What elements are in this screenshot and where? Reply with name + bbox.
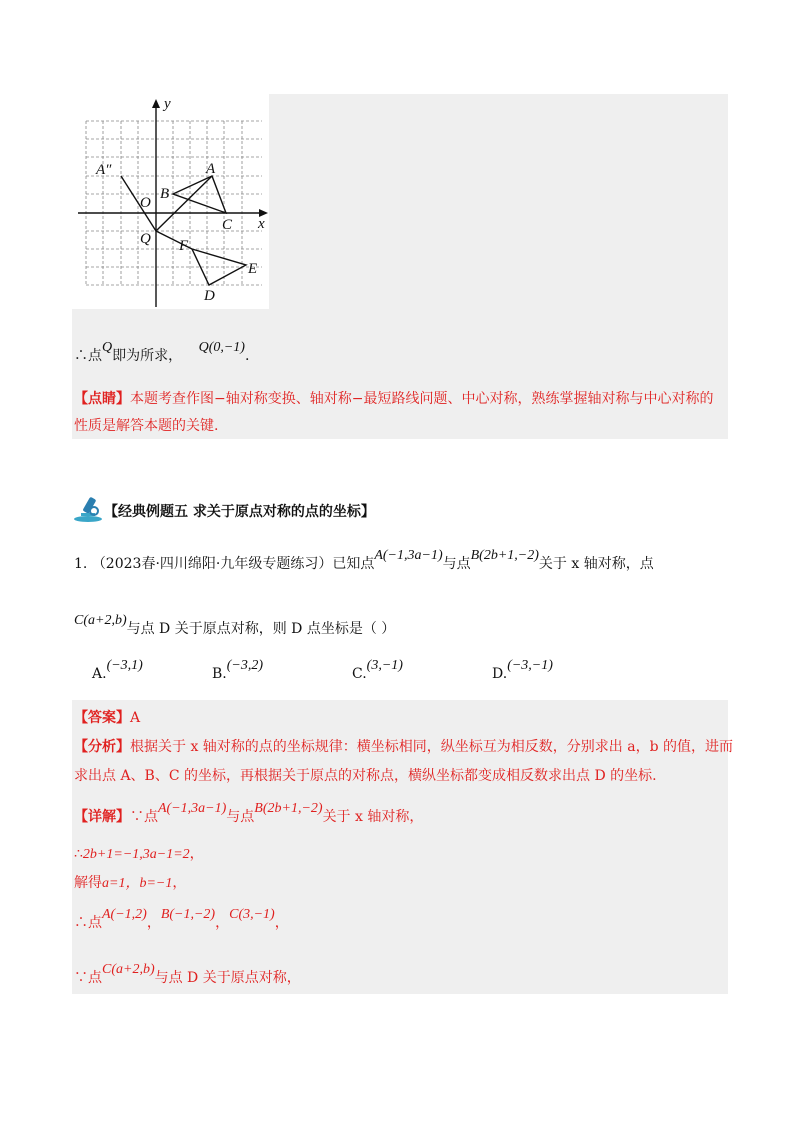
detail-sym-x: 关于 x 轴对称， [322, 809, 424, 825]
question-line-1 [74, 548, 654, 573]
option-c-value: (3,−1) [366, 658, 403, 673]
question-line-2 [74, 613, 396, 638]
detail-last: 与点 D 关于原点对称， [154, 970, 301, 986]
eq1-prefix: ∴ [74, 846, 83, 862]
label-a: A [206, 161, 216, 177]
detail-a-expr: A(−1,3a−1) [158, 801, 227, 816]
eq1-end: ， [189, 846, 204, 862]
solve-end: ， [172, 875, 187, 891]
option-d-value: (−3,−1) [507, 658, 553, 673]
point-b: B(−1,−2) [160, 907, 216, 922]
question-line-2-text: 与点 D 关于原点对称，则 D 点坐标是（ ） [126, 621, 396, 637]
detail-line-3 [74, 872, 186, 892]
label-b: B [160, 186, 170, 202]
detail-tag: 【详解】 [74, 809, 130, 825]
option-c-letter: C. [352, 666, 367, 682]
line-q-a [156, 176, 212, 231]
option-a-letter: A. [92, 666, 107, 682]
grid [86, 121, 262, 285]
comment-line-1 [74, 388, 713, 408]
option-d-letter: D. [492, 666, 508, 682]
solve-prefix: 解得 [74, 875, 102, 891]
q-symbol: Q [102, 340, 113, 355]
option-c[interactable] [352, 658, 403, 683]
option-a[interactable] [92, 658, 143, 683]
analysis-tag: 【分析】 [74, 739, 130, 755]
option-b[interactable] [212, 658, 264, 683]
analysis-line-2: 求出点 A、B、C 的坐标，再根据关于原点的对称点，横纵坐标都变成相反数求出点 D 的坐标. [74, 768, 657, 784]
y-arrow [152, 99, 160, 108]
comment-line-2: 性质是解答本题的关键. [74, 418, 219, 434]
label-c: C [222, 217, 233, 233]
comma-2: ， [215, 915, 230, 931]
detail-line-4 [74, 907, 289, 932]
detail-c-expr: C(a+2,b) [102, 962, 155, 977]
label-e: E [248, 261, 258, 277]
analysis-line-1 [74, 736, 733, 756]
microscope-icon [72, 493, 104, 523]
detail-line-1 [74, 801, 424, 826]
option-b-letter: B. [212, 666, 227, 682]
label-q: Q [140, 231, 151, 247]
answer-value: A [130, 710, 141, 726]
question-number: 1. [74, 556, 88, 572]
detail-line-2 [74, 843, 204, 863]
label-d: D [204, 288, 215, 304]
answer-line [74, 707, 140, 727]
label-o: O [140, 195, 151, 211]
coordinate-svg [72, 94, 269, 309]
comment-tag: 【点睛】 [74, 391, 130, 407]
because-2: ∵点 [74, 970, 102, 986]
question-source: （2023春·四川绵阳·九年级专题练习）已知点 [91, 556, 375, 572]
comma-1: ， [146, 915, 161, 931]
solve-values: a=1，b=−1 [102, 876, 173, 891]
point-a: A(−1,2) [102, 907, 147, 922]
eq1: 2b+1=−1,3a−1=2 [82, 847, 190, 862]
points-prefix: ∴点 [74, 915, 102, 931]
comment-text-1: 本题考查作图−轴对称变换、轴对称−最短路线问题、中心对称，熟练掌握轴对称与中心对称的 [130, 391, 714, 407]
label-y: y [164, 96, 171, 112]
question-c-expr: C(a+2,b) [74, 613, 127, 628]
therefore-text: ∴点 [74, 348, 102, 364]
detail-b-expr: B(2b+1,−2) [254, 801, 323, 816]
analysis-text-1: 根据关于 x 轴对称的点的坐标规律：横坐标相同，纵坐标互为相反数，分别求出 a，b 的值，进而 [130, 739, 734, 755]
detail-line-5 [74, 962, 301, 987]
period-text: . [244, 348, 250, 364]
conclusion-line [74, 340, 250, 365]
label-f: F [179, 238, 189, 254]
label-a-double-prime: A″ [96, 162, 112, 178]
is-answer-text: 即为所求， [112, 348, 183, 364]
option-a-value: (−3,1) [106, 658, 143, 673]
question-a-expr: A(−1,3a−1) [374, 548, 443, 563]
point-c: C(3,−1) [229, 907, 275, 922]
answer-tag: 【答案】 [74, 710, 130, 726]
section-title: 【经典例题五 求关于原点对称的点的坐标】 [104, 504, 375, 520]
question-sym-x: 关于 x 轴对称，点 [538, 556, 654, 572]
comma-3: ， [274, 915, 289, 931]
detail-with-point: 与点 [226, 809, 255, 825]
option-d[interactable] [492, 658, 553, 683]
coordinate-figure [72, 94, 269, 309]
q-coordinate: Q(0,−1) [198, 340, 245, 355]
question-with-point: 与点 [442, 556, 471, 572]
label-x: x [258, 216, 265, 232]
question-b-expr: B(2b+1,−2) [470, 548, 539, 563]
option-b-value: (−3,2) [226, 658, 264, 673]
detail-because: ∵点 [130, 809, 158, 825]
